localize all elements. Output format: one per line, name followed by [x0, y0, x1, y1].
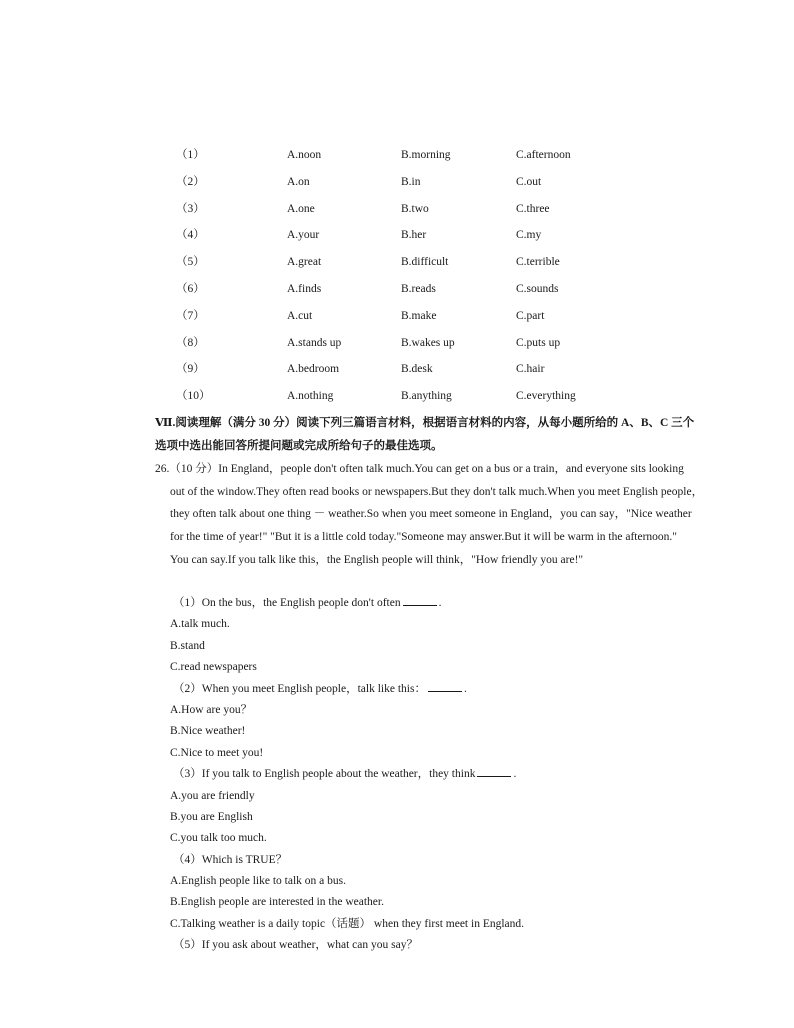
answer-option: C.Nice to meet you!	[170, 746, 264, 759]
option-row	[170, 278, 640, 305]
question-number: （6）	[176, 282, 205, 295]
answer-option: B.Nice weather!	[170, 725, 246, 738]
questions-list	[170, 593, 730, 957]
option-row	[170, 224, 640, 251]
answer-option: C.you talk too much.	[170, 832, 267, 845]
question-number: （5）	[176, 256, 205, 269]
question-text: （4）Which is TRUE？	[173, 853, 288, 866]
question-number: （1）	[176, 149, 205, 161]
question-text: （2）When you meet English people，talk like this：	[173, 682, 426, 695]
question-number: （9）	[176, 363, 205, 376]
answer-option: A.you are friendly	[170, 789, 255, 802]
question-number: （4）	[176, 229, 205, 242]
answer-option: B.stand	[170, 639, 205, 652]
option-c: C.part	[516, 309, 545, 322]
option-a: A.nothing	[287, 390, 334, 403]
question-text: （5）If you ask about weather，what can you say？	[173, 939, 418, 952]
option-a: A.your	[287, 229, 320, 242]
option-row	[170, 305, 640, 332]
option-b: B.her	[401, 229, 427, 242]
option-c: C.afternoon	[516, 149, 571, 161]
question-number: （3）	[176, 202, 205, 215]
option-row	[170, 198, 640, 225]
section-heading-line: Ⅶ.阅读理解（满分 30 分）阅读下列三篇语言材料，根据语言材料的内容，从每小题所给的 A、B、C 三个	[155, 417, 695, 429]
answer-option: B.English people are interested in the weather.	[170, 896, 384, 909]
option-a: A.noon	[287, 149, 322, 161]
question-end: .	[463, 682, 467, 695]
option-b: B.in	[401, 175, 421, 188]
section-heading	[155, 412, 725, 458]
option-a: A.cut	[287, 309, 313, 322]
answer-blank	[428, 681, 462, 692]
answer-option: C.Talking weather is a daily topic（话题） when they first meet in England.	[170, 917, 525, 930]
question-number: （7）	[176, 309, 205, 322]
question-stem	[170, 850, 730, 871]
option-a: A.finds	[287, 282, 322, 295]
option-b: B.wakes up	[401, 336, 455, 349]
option-row	[170, 385, 640, 412]
option-c: C.three	[516, 202, 550, 215]
answer-blank	[403, 595, 437, 606]
option-b: B.reads	[401, 282, 436, 295]
option-c: C.my	[516, 229, 542, 242]
option-b: B.two	[401, 202, 429, 215]
answer-option: C.read newspapers	[170, 661, 257, 674]
section-heading-line: 选项中选出能回答所提问题或完成所给句子的最佳选项。	[155, 440, 443, 452]
question-stem	[170, 764, 730, 785]
question-number: （8）	[176, 336, 205, 349]
option-a: A.on	[287, 175, 310, 188]
question-number: （2）	[176, 175, 205, 188]
answer-option: A.How are you？	[170, 703, 253, 716]
reading-passage	[155, 458, 725, 572]
question-stem	[170, 679, 730, 700]
answer-blank	[477, 766, 511, 777]
option-b: B.anything	[401, 390, 452, 403]
option-c: C.hair	[516, 363, 545, 376]
answer-option: B.you are English	[170, 810, 253, 823]
question-end: .	[513, 768, 517, 781]
question-text: （3）If you talk to English people about the weather，they think	[173, 768, 476, 781]
option-c: C.terrible	[516, 256, 560, 269]
option-a: A.stands up	[287, 336, 342, 349]
question-end: .	[438, 597, 442, 609]
question-number: （10）	[176, 390, 211, 403]
passage-line: for the time of year!" "But it is a little cold today."Someone may answer.But it will be warm in the afternoon."	[170, 531, 677, 544]
option-b: B.desk	[401, 363, 433, 376]
option-b: B.morning	[401, 149, 451, 161]
option-c: C.everything	[516, 390, 576, 403]
answer-option: A.talk much.	[170, 618, 230, 631]
option-c: C.out	[516, 175, 542, 188]
option-a: A.great	[287, 256, 322, 269]
option-row	[170, 358, 640, 385]
option-c: C.sounds	[516, 282, 559, 295]
option-c: C.puts up	[516, 336, 561, 349]
answer-option: A.English people like to talk on a bus.	[170, 875, 346, 888]
option-row	[170, 144, 640, 171]
passage-line: You can say.If you talk like this，the English people will think，"How friendly you are!"	[170, 553, 584, 566]
question-stem	[170, 593, 730, 614]
option-row	[170, 251, 640, 278]
option-b: B.make	[401, 309, 437, 322]
option-row	[170, 332, 640, 359]
option-a: A.bedroom	[287, 363, 340, 376]
question-stem	[170, 935, 730, 956]
option-row	[170, 171, 640, 198]
option-b: B.difficult	[401, 256, 449, 269]
question-text: （1）On the bus，the English people don't often	[173, 597, 401, 609]
option-a: A.one	[287, 202, 315, 215]
passage-line: out of the window.They often read books or newspapers.But they don't talk much.When you meet English people，	[170, 485, 704, 498]
options-table	[170, 144, 640, 412]
passage-line: they often talk about one thing － weather.So when you meet someone in England，you can say，"Nice weather	[170, 508, 692, 521]
passage-line: 26.（10 分）In England，people don't often talk much.You can get on a bus or a train，and everyone sits looking	[155, 463, 684, 475]
